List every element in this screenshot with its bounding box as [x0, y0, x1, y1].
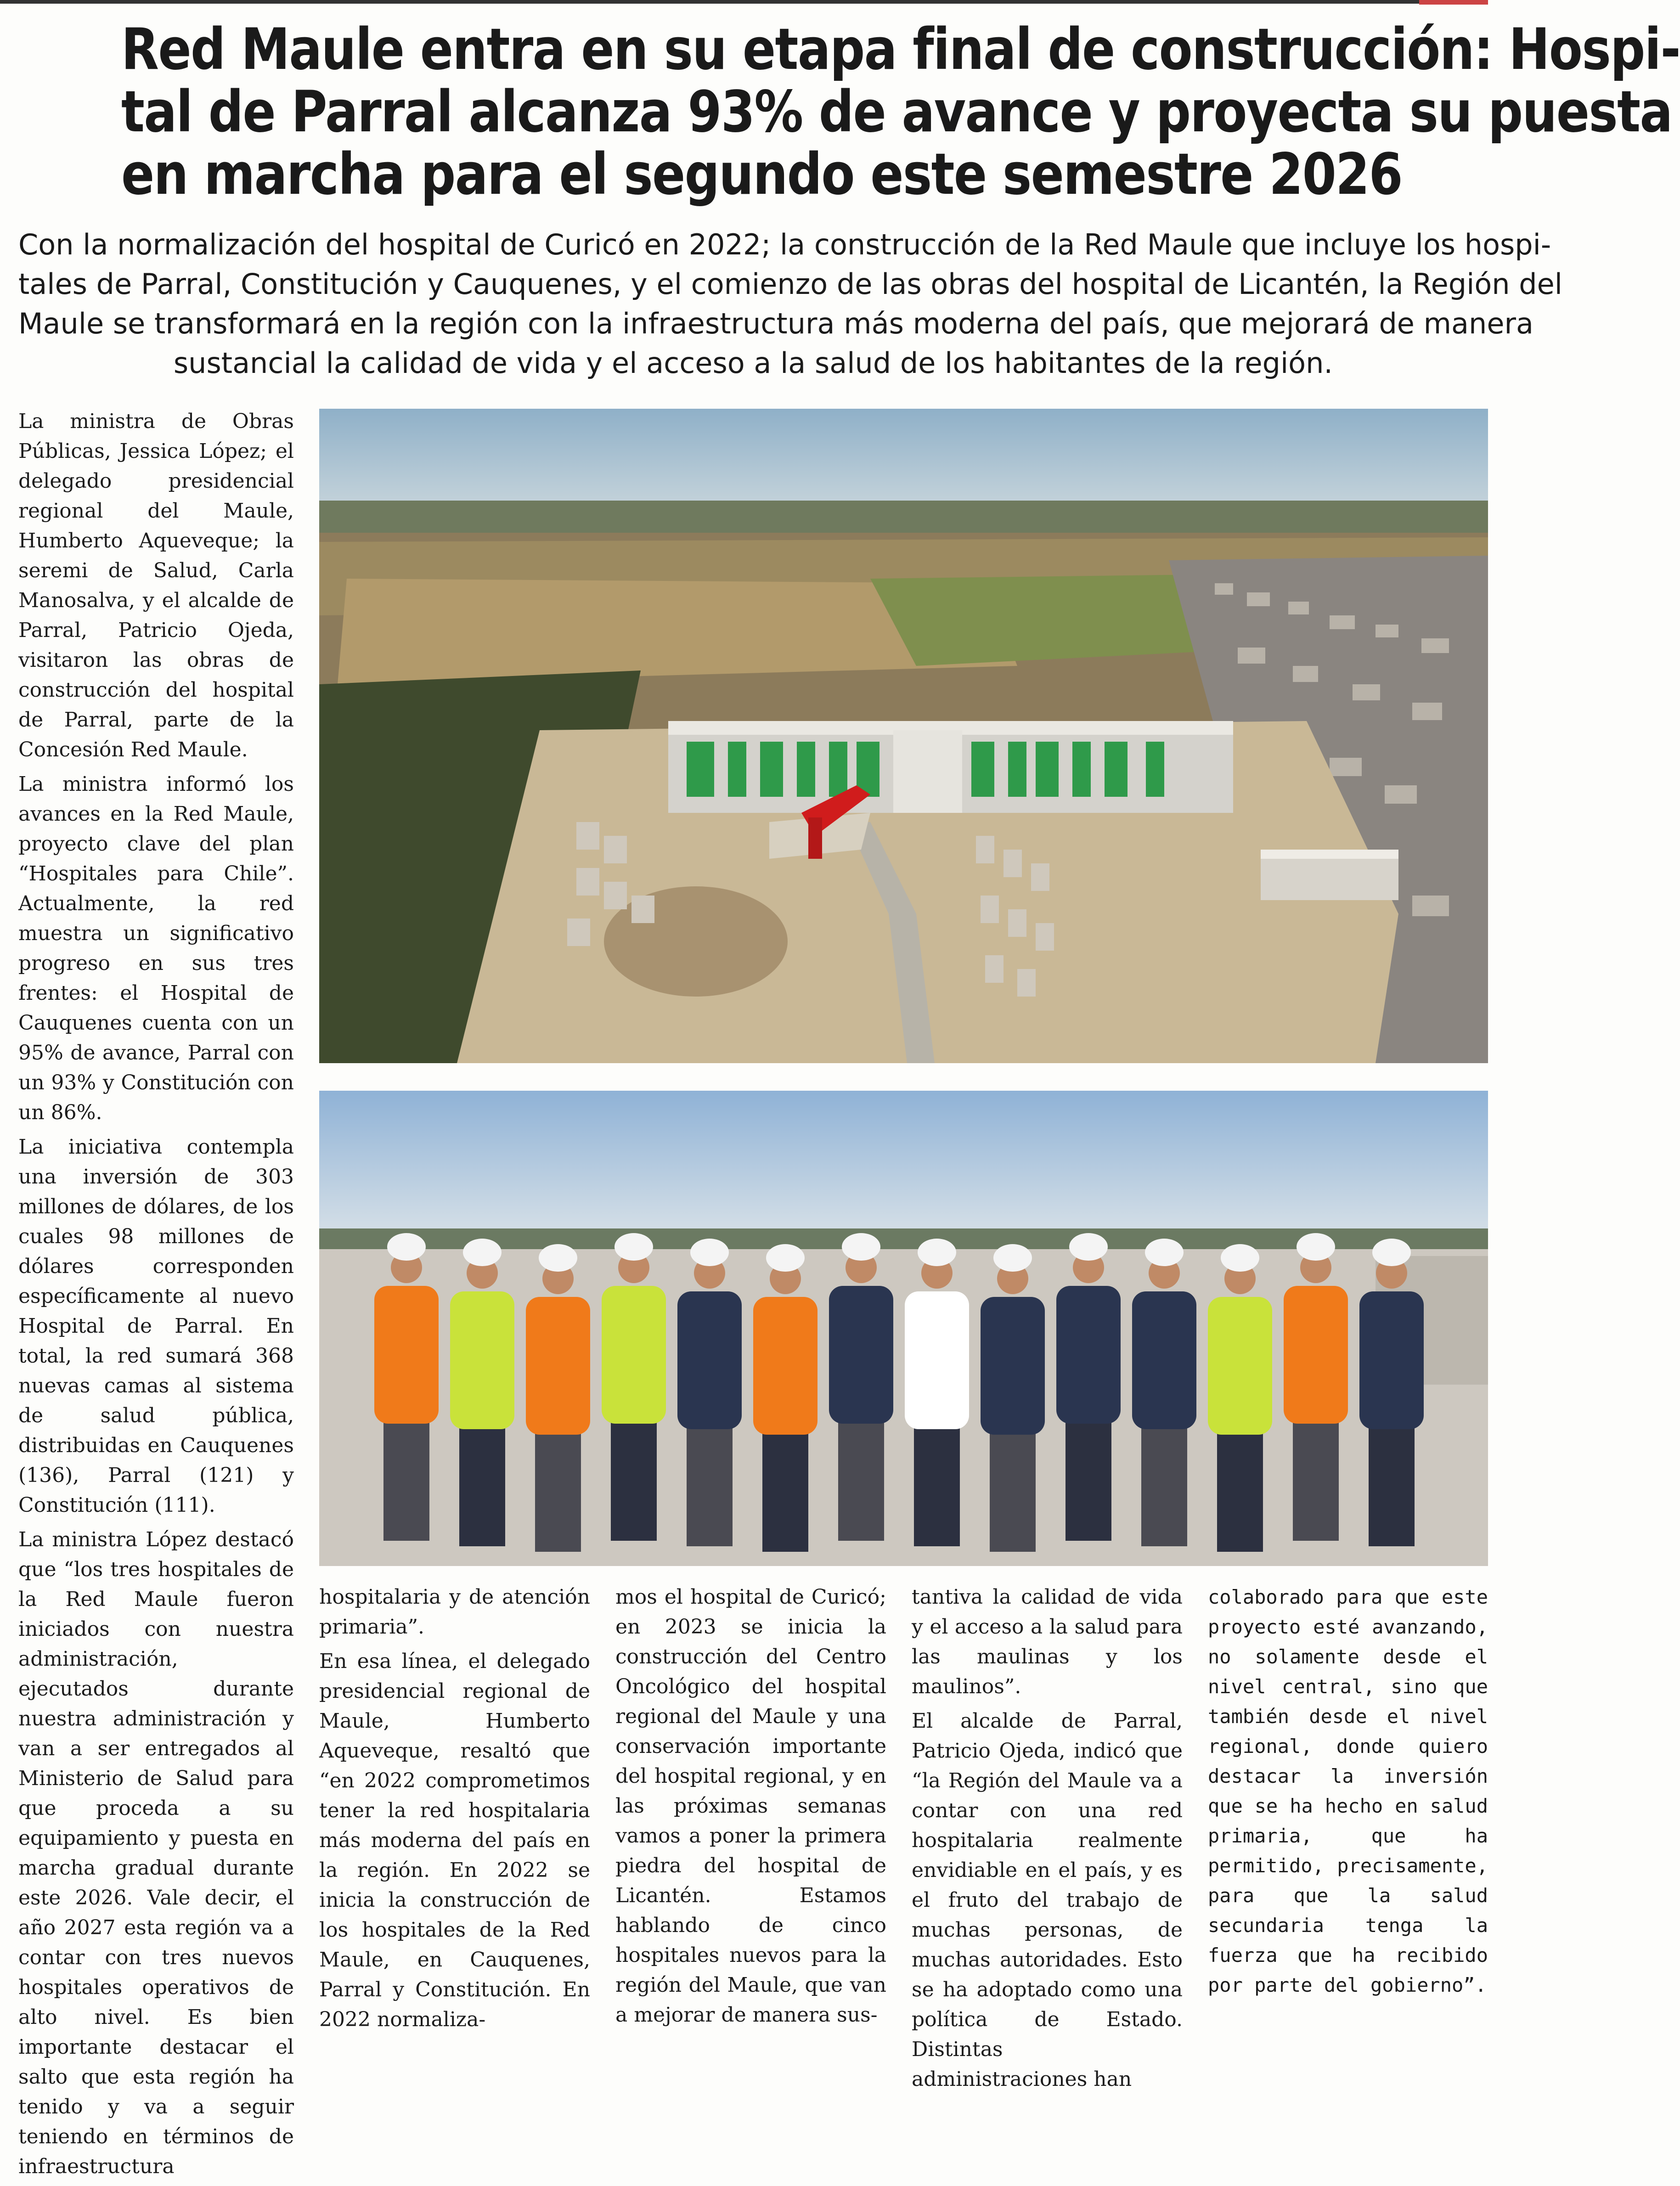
- subhead-line: sustancial la calidad de vida y el acceso a la salud de los habitantes de la región.: [173, 346, 1333, 380]
- body-column-2: [319, 1582, 590, 2039]
- paragraph: La ministra de Obras Públicas, Jessica López; el delegado presidencial regional del Maule, Humberto Aqueveque; la seremi de Salud, Carla Manosalva, y el alcalde de Parral, Patricio Ojeda, visitaron las obras de construcción del hospital de Parral, parte de la Concesión Red Maule.: [18, 410, 294, 761]
- subhead: [18, 225, 1563, 383]
- paragraph: mos el hospital de Curicó; en 2023 se inicia la construcción del Centro Oncológico del hospital regional del Maule y una conservación importante del hospital regional, y en las próximas semanas vamos a poner la primera piedra del hospital de Licantén. Estamos hablando de cinco hospitales nuevos para la región del Maule, que van a mejorar de manera sus-: [615, 1585, 886, 2027]
- aerial-construction-photo: [319, 409, 1488, 1063]
- subhead-line: Maule se transformará en la región con la infraestructura más moderna del país, que mejorará de manera: [18, 307, 1533, 340]
- body-column-1: [18, 406, 294, 2186]
- paragraph: hospitalaria y de atención primaria”.: [319, 1585, 590, 1639]
- paragraph: colaborado para que este proyecto esté avanzando, no solamente desde el nivel central, sino que también desde el nivel regional, donde quiero destacar la inversión que se ha hecho en salud primaria, que ha permitido, precisamente, para que la salud secundaria tenga la fuerza que ha recibido por parte del gobierno”.: [1208, 1586, 1488, 1996]
- subhead-line: Con la normalización del hospital de Curicó en 2022; la construcción de la Red Maule que incluye los hospi-: [18, 228, 1551, 261]
- paragraph: La ministra informó los avances en la Red Maule, proyecto clave del plan “Hospitales para Chile”. Actualmente, la red muestra un significativo progreso en sus tres frentes: el Hospital de Cauquenes cuenta con un 95% de avance, Parral con un 93% y Constitución con un 86%.: [18, 772, 294, 1124]
- body-column-5: [1208, 1582, 1488, 2005]
- top-accent-mark: [1419, 0, 1488, 5]
- headline-line: tal de Parral alcanza 93% de avance y proyecta su puesta: [121, 79, 1672, 145]
- subhead-line: tales de Parral, Constitución y Cauquenes, y el comienzo de las obras del hospital de Licantén, la Región del: [18, 267, 1563, 301]
- headline-line: en marcha para el segundo este semestre 2026: [121, 141, 1403, 208]
- paragraph: La ministra López destacó que “los tres hospitales de la Red Maule fueron iniciados con nuestra administración, ejecutados durante nuestra administración y van a ser entregados al Ministerio de Salud para que proceda a su equipamiento y puesta en marcha gradual durante este 2026. Vale decir, el año 2027 esta región va a contar con tres nuevos hospitales operativos de alto nivel. Es bien importante destacar el salto que esta región ha tenido y va a seguir teniendo en términos de infraestructura: [18, 1528, 294, 2178]
- body-column-3: [615, 1582, 886, 2034]
- top-rule: [0, 0, 1479, 4]
- paragraph: El alcalde de Parral, Patricio Ojeda, indicó que “la Región del Maule va a contar con una red hospitalaria realmente envidiable en el país, y es el fruto del trabajo de muchas personas, de muchas autoridades. Esto se ha adoptado como una política de Estado. Distintas administraciones han: [912, 1709, 1183, 2091]
- paragraph: La iniciativa contempla una inversión de 303 millones de dólares, de los cuales 98 millones de dólares corresponden específicamente al nuevo Hospital de Parral. En total, la red sumará 368 nuevas camas al sistema de salud pública, distribuidas en Cauquenes (136), Parral (121) y Constitución (111).: [18, 1135, 294, 1517]
- headline-line: Red Maule entra en su etapa final de construcción: Hospi-: [121, 17, 1680, 83]
- headline: [121, 17, 1680, 208]
- body-column-4: [912, 1582, 1183, 2099]
- group-photo-officials: [319, 1091, 1488, 1566]
- paragraph: tantiva la calidad de vida y el acceso a la salud para las maulinas y los maulinos”.: [912, 1585, 1183, 1698]
- paragraph: En esa línea, el delegado presidencial regional de Maule, Humberto Aqueveque, resaltó que “en 2022 comprometimos tener la red hospitalaria más moderna del país en la región. En 2022 se inicia la construcción de los hospitales de la Red Maule, en Cauquenes, Parral y Constitución. En 2022 normaliza-: [319, 1650, 590, 2031]
